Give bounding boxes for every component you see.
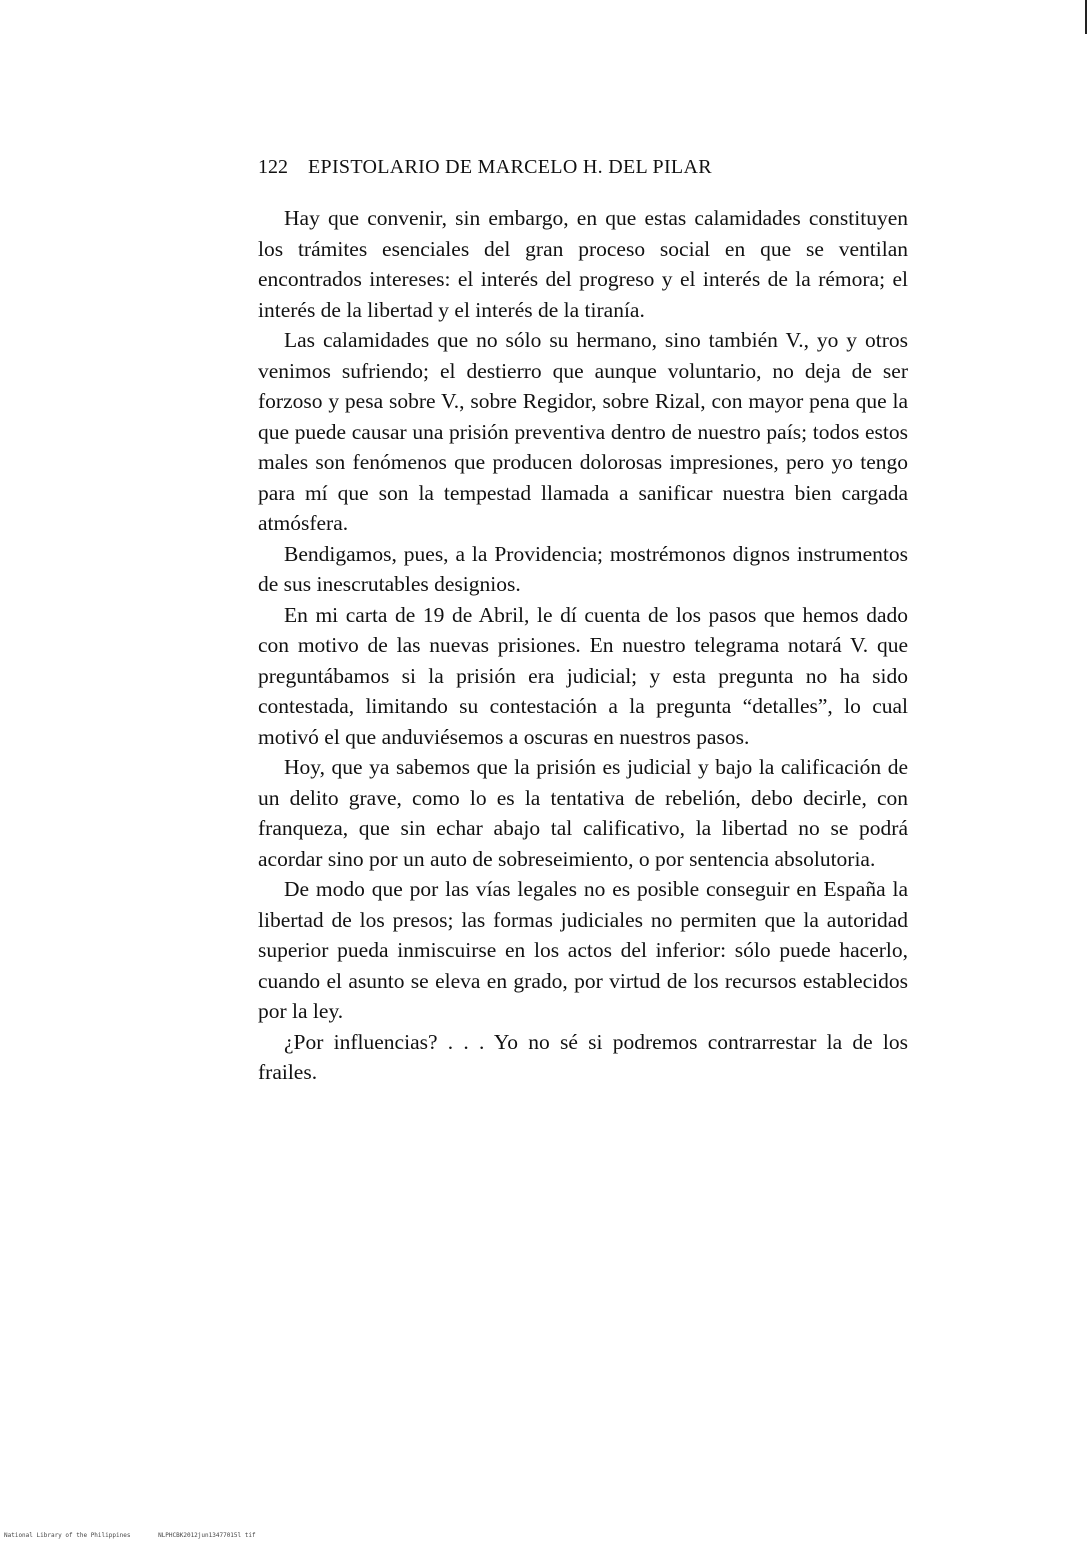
page-number: 122 bbox=[258, 156, 288, 178]
paragraph: Bendigamos, pues, a la Providencia; mostrémonos dignos instrumentos de sus inescrutables designios. bbox=[258, 541, 908, 596]
paragraph: Hay que convenir, sin embargo, en que estas calamidades constituyen los trámites esenciales del gran proceso social en que se ventilan encontrados intereses: el interés del progreso y el interés de la rémora; el interés de la libertad y el interés de la tiranía. bbox=[258, 206, 908, 322]
scan-footer bbox=[4, 1532, 256, 1539]
paragraph: En mi carta de 19 de Abril, le dí cuenta de los pasos que hemos dado con motivo de las nuevas prisiones. En nuestro telegrama notará V. que preguntábamos si la prisión era judicial; y esta pregunta no ha sido contestada, limitando su contestación a la pregunta “detalles”, lo cual motivó el que anduviésemos a oscuras en nuestros pasos. bbox=[258, 602, 908, 749]
running-title: EPISTOLARIO DE MARCELO H. DEL PILAR bbox=[308, 156, 712, 178]
paragraph: Las calamidades que no sólo su hermano, sino también V., yo y otros venimos sufriendo; el destierro que aunque voluntario, no deja de ser forzoso y pesa sobre V., sobre Regidor, sobre Rizal, con mayor pena que la que puede causar una prisión preventiva dentro de nuestro país; todos estos males son fenómenos que producen dolorosas impresiones, pero yo tengo para mí que son la tempestad llamada a sanificar nuestra bien cargada atmósfera. bbox=[258, 328, 908, 535]
paragraph: ¿Por influencias? . . . Yo no sé si podremos contrarrestar la de los frailes. bbox=[258, 1029, 908, 1084]
paragraph: Hoy, que ya sabemos que la prisión es judicial y bajo la calificación de un delito grave, como lo es la tentativa de rebelión, debo decirle, con franqueza, que sin echar abajo tal calificativo, la libertad no se podrá acordar sino por un auto de sobreseimiento, o por sentencia absolutoria. bbox=[258, 755, 908, 871]
file-identifier: NLPHCBK2012jun13477015l tif bbox=[158, 1532, 256, 1539]
library-credit: National Library of the Philippines bbox=[4, 1532, 131, 1539]
paragraph: De modo que por las vías legales no es posible conseguir en España la libertad de los presos; las formas judiciales no permiten que la autoridad superior pueda inmiscuirse en los actos del inferior: sólo puede hacerlo, cuando el asunto se eleva en grado, por virtud de los recursos establecidos por la ley. bbox=[258, 877, 908, 1023]
running-header bbox=[258, 156, 908, 184]
scan-edge-mark bbox=[1085, 0, 1087, 34]
letter-body bbox=[258, 203, 908, 1088]
